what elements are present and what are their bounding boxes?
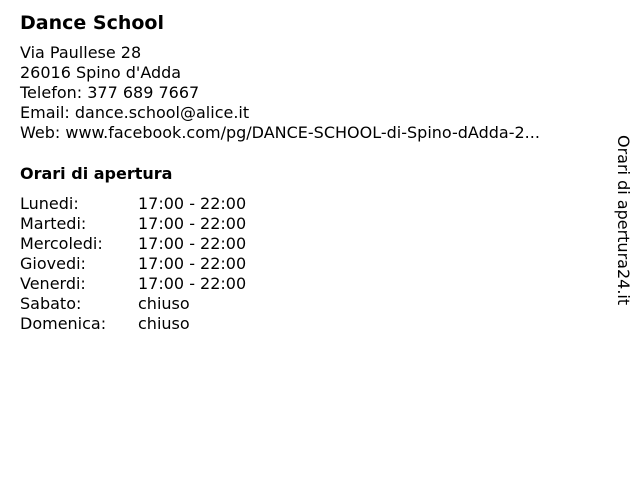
time-value: 17:00 - 22:00 <box>138 234 247 253</box>
day-label: Domenica: <box>20 314 107 333</box>
day-label: Giovedi: <box>20 254 86 273</box>
time-value: chiuso <box>138 314 190 333</box>
hours-row-saturday <box>20 294 246 314</box>
time-value: chiuso <box>138 294 190 313</box>
time-value: 17:00 - 22:00 <box>138 254 247 273</box>
opening-hours-title: Orari di apertura <box>20 164 173 183</box>
address-city: 26016 Spino d'Adda <box>20 63 182 82</box>
brand-watermark-text: Orari di apertura24.it <box>614 135 633 306</box>
time-value: 17:00 - 22:00 <box>138 194 247 213</box>
business-name: Dance School <box>20 12 164 34</box>
email-text: Email: dance.school@alice.it <box>20 103 250 122</box>
hours-row-thursday <box>20 254 246 274</box>
hours-row-sunday <box>20 314 246 334</box>
hours-row-monday <box>20 194 246 214</box>
hours-row-tuesday <box>20 214 246 234</box>
day-label: Martedi: <box>20 214 87 233</box>
web-text: Web: www.facebook.com/pg/DANCE-SCHOOL-di-Spino-dAdda-2... <box>20 123 540 142</box>
day-label: Mercoledi: <box>20 234 103 253</box>
hours-row-friday <box>20 274 246 294</box>
contact-block <box>20 43 540 143</box>
hours-row-wednesday <box>20 234 246 254</box>
opening-hours-table <box>20 194 246 334</box>
phone-text: Telefon: 377 689 7667 <box>20 83 200 102</box>
time-value: 17:00 - 22:00 <box>138 274 247 293</box>
address-street: Via Paullese 28 <box>20 43 142 62</box>
day-label: Sabato: <box>20 294 82 313</box>
day-label: Lunedi: <box>20 194 79 213</box>
time-value: 17:00 - 22:00 <box>138 214 247 233</box>
day-label: Venerdi: <box>20 274 86 293</box>
